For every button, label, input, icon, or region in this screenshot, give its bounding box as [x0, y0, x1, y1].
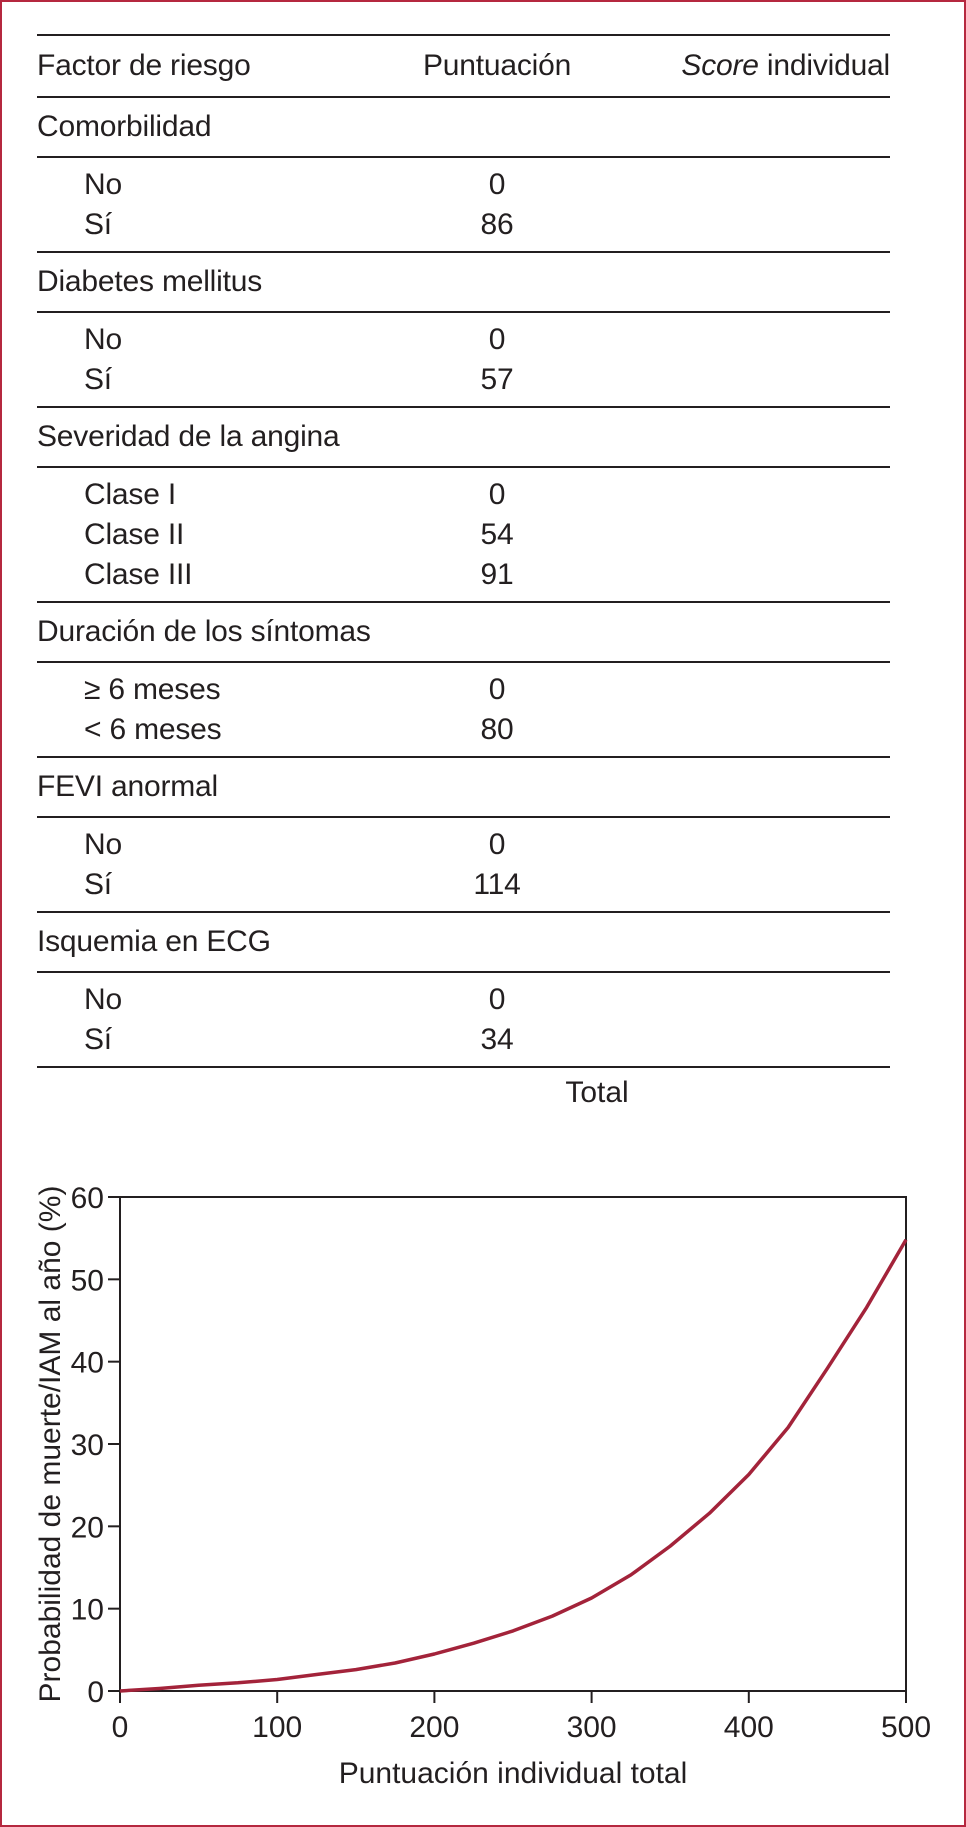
x-tick-label: 0	[111, 1711, 129, 1744]
x-tick-label: 100	[252, 1711, 303, 1744]
risk-factor-label: Severidad de la angina	[37, 420, 340, 453]
option-label: Clase II	[84, 518, 185, 551]
y-tick-label: 50	[70, 1264, 104, 1298]
header-individual-score	[681, 36, 890, 96]
risk-factor-options	[37, 973, 890, 1066]
option-points: 0	[488, 168, 506, 201]
risk-factor-group-row	[37, 253, 890, 311]
option-points: 57	[480, 363, 514, 396]
option-row	[37, 320, 890, 360]
option-points: 114	[473, 868, 521, 901]
y-tick-label: 20	[70, 1511, 104, 1545]
y-tick-label: 30	[70, 1429, 104, 1462]
option-row	[37, 360, 890, 400]
option-row	[37, 1020, 890, 1060]
risk-probability-chart	[0, 1140, 966, 1827]
option-label: No	[84, 983, 122, 1016]
risk-score-table	[37, 34, 890, 1118]
option-label: Sí	[84, 1023, 112, 1056]
risk-factor-options	[37, 158, 890, 251]
y-axis-ticks	[71, 1182, 120, 1709]
option-points: 80	[480, 713, 514, 746]
option-label: No	[84, 168, 122, 201]
option-row	[37, 710, 890, 750]
y-tick-label: 60	[70, 1182, 104, 1215]
option-row	[37, 670, 890, 710]
y-tick-label: 40	[70, 1346, 104, 1380]
risk-factor-group-row	[37, 758, 890, 816]
x-tick-label: 200	[409, 1711, 460, 1744]
option-label: < 6 meses	[84, 713, 222, 746]
risk-factor-group-row	[37, 913, 890, 971]
option-row	[37, 165, 890, 205]
option-row	[37, 475, 890, 515]
risk-factor-group-row	[37, 98, 890, 156]
header-points: Puntuación	[422, 49, 572, 82]
y-tick-label: 10	[70, 1593, 104, 1627]
x-tick-label: 300	[566, 1711, 617, 1744]
option-row	[37, 865, 890, 905]
risk-factor-label: Isquemia en ECG	[37, 925, 271, 958]
option-points: 34	[480, 1023, 514, 1056]
option-label: Sí	[84, 208, 112, 241]
risk-factor-options	[37, 468, 890, 601]
header-factor: Factor de riesgo	[37, 49, 251, 82]
risk-factor-label: Comorbilidad	[37, 110, 212, 143]
option-points: 0	[488, 478, 506, 511]
table-header-row	[37, 36, 890, 96]
option-label: No	[84, 323, 122, 356]
plot-area-frame	[120, 1197, 906, 1691]
risk-factor-options	[37, 313, 890, 406]
option-points: 0	[488, 983, 506, 1016]
risk-factor-label: FEVI anormal	[37, 770, 218, 803]
option-row	[37, 205, 890, 245]
total-row	[37, 1068, 890, 1118]
option-label: Clase III	[84, 558, 193, 591]
header-score-word: Score	[681, 49, 759, 82]
option-points: 0	[488, 828, 506, 861]
risk-factor-label: Diabetes mellitus	[37, 265, 263, 298]
risk-factor-group-row	[37, 603, 890, 661]
option-row	[37, 555, 890, 595]
option-points: 54	[480, 518, 514, 551]
y-axis-label: Probabilidad de muerte/IAM al año (%)	[34, 1185, 67, 1703]
risk-factor-group-row	[37, 408, 890, 466]
option-label: Clase I	[84, 478, 176, 511]
option-label: No	[84, 828, 122, 861]
x-axis-ticks	[112, 1691, 931, 1744]
x-axis-label: Puntuación individual total	[338, 1757, 688, 1790]
total-label: Total	[565, 1076, 629, 1109]
option-row	[37, 980, 890, 1020]
option-points: 91	[480, 558, 514, 591]
option-row	[37, 825, 890, 865]
probability-curve-line	[120, 1240, 906, 1691]
option-label: Sí	[84, 868, 112, 901]
x-tick-label: 500	[880, 1711, 932, 1744]
option-label: ≥ 6 meses	[84, 673, 221, 706]
option-points: 0	[488, 673, 506, 706]
risk-factor-groups	[37, 96, 890, 1068]
option-points: 86	[480, 208, 514, 241]
risk-factor-options	[37, 818, 890, 911]
option-points: 0	[488, 323, 506, 356]
risk-factor-options	[37, 663, 890, 756]
option-row	[37, 515, 890, 555]
y-tick-label: 0	[87, 1676, 104, 1709]
x-tick-label: 400	[723, 1711, 774, 1744]
option-label: Sí	[84, 363, 112, 396]
header-score-rest: individual	[758, 49, 890, 82]
risk-factor-label: Duración de los síntomas	[37, 615, 371, 648]
